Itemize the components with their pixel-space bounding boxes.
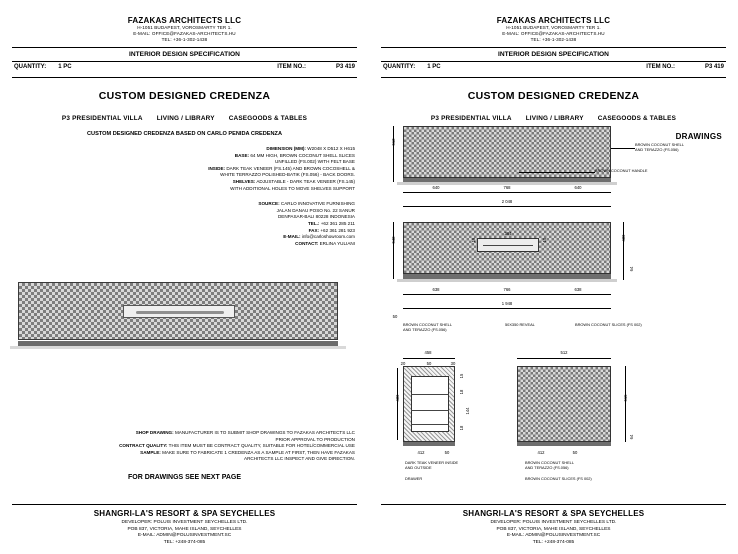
section-bottom-dim-0: 412 bbox=[417, 450, 425, 455]
front-elev-callout-1 bbox=[635, 142, 684, 152]
spec-value-0: W2048 X D512 X H615 bbox=[305, 146, 355, 151]
note-label-0: SHOP DRAWING: bbox=[135, 430, 174, 435]
quantity-row-right bbox=[381, 62, 726, 73]
second-elev-dim-1: 638 bbox=[432, 287, 440, 292]
company-email-right: E-MAIL: OFFICE@FAZAKAS-ARCHITECTS.HU bbox=[502, 31, 605, 36]
spec-value-4: WHITE TERRAZZO POLISHED-BATIK (FS.056) - BACK DOORS. bbox=[220, 172, 355, 178]
side-elevation-panel bbox=[517, 366, 611, 442]
next-page-notice: FOR DRAWINGS SEE NEXT PAGE bbox=[127, 473, 242, 481]
spec-band-title-right: INTERIOR DESIGN SPECIFICATION bbox=[498, 51, 609, 58]
footer-line-1-right: POB 837, VICTORIA, MAHE ISLAND, SEYCHELLES bbox=[496, 526, 611, 532]
page-title-left: CUSTOM DESIGNED CREDENZA bbox=[98, 90, 271, 102]
second-elev-callout-1 bbox=[403, 322, 452, 332]
footer-line-0-right: DEVELOPER: POLUIS INVESTMENT SEYCHELLES LTD. bbox=[490, 520, 617, 526]
company-name-left: FAZAKAS ARCHITECTS LLC bbox=[127, 16, 242, 25]
source-label-3: TEL.: bbox=[307, 220, 320, 226]
footer-line-3-right: TEL: +248-374-085 bbox=[532, 539, 575, 545]
footer-left bbox=[12, 504, 357, 546]
note-value-1: PRIOR APPROVAL TO PRODUCTION bbox=[275, 436, 355, 442]
section-dim-0: 20 bbox=[400, 361, 406, 366]
second-elev-total-dimline bbox=[403, 308, 611, 309]
section-callout-1-line2: AND OUTSIDE bbox=[405, 465, 432, 470]
note-value-4: ARCHITECTS LLC INSPECT AND GIVE DIRECTION. bbox=[244, 456, 355, 462]
item-label-left: ITEM NO.: bbox=[277, 64, 306, 70]
footer-divider-right bbox=[381, 504, 726, 505]
side-elev-height: 615 bbox=[623, 394, 628, 402]
section-height-value: 480 bbox=[395, 394, 400, 402]
item-value-right: P3 419 bbox=[704, 64, 724, 70]
side-elev-width: 512 bbox=[560, 350, 568, 355]
side-elev-callout-2: BROWN COCONUT SLICES (FS 002) bbox=[525, 476, 592, 481]
front-elev-callout-2: BROWN COCONUT HANDLE bbox=[595, 168, 648, 173]
company-tel-left: TEL: +36-1-302-1438 bbox=[161, 37, 208, 42]
section-callout-1 bbox=[405, 460, 458, 470]
footer-right bbox=[381, 504, 726, 546]
company-tel-right: TEL: +36-1-302-1438 bbox=[530, 37, 577, 42]
spec-label-1: BASE: bbox=[234, 152, 250, 158]
front-elev-total-dimline bbox=[403, 206, 611, 207]
second-elev-right-value-b: 64 bbox=[629, 266, 634, 272]
second-elev-dim-line-1 bbox=[403, 294, 469, 295]
footer-title-right: SHANGRI-LA'S RESORT & SPA SEYCHELLES bbox=[462, 509, 645, 519]
source-value-2: DENPASAR-BALI 80228 INDONESIA bbox=[277, 214, 355, 220]
second-elev-right-dimline-b bbox=[623, 270, 624, 280]
spec-value-2: UNFILLED (FS.002) WITH FELT BASE bbox=[275, 159, 355, 165]
quantity-value-right: 1 PC bbox=[427, 64, 441, 70]
side-elevation-base bbox=[517, 442, 611, 446]
notes-block bbox=[14, 430, 355, 482]
second-elev-total-dim: 1 948 bbox=[501, 301, 513, 306]
drawings-area bbox=[379, 118, 728, 488]
side-elev-top-dimline bbox=[517, 358, 611, 359]
front-elev-dim-1: 640 bbox=[432, 185, 440, 190]
source-block bbox=[12, 201, 357, 247]
spec-band-title-left: INTERIOR DESIGN SPECIFICATION bbox=[129, 51, 240, 58]
second-elev-callout-1-line2: AND TERAZZO (FS.056) bbox=[403, 327, 447, 332]
quantity-divider-left bbox=[12, 77, 357, 78]
note-value-2: THIS ITEM MUST BE CONTRACT QUALITY, SUITABLE FOR HOTEL/COMMERCIAL USE bbox=[167, 443, 355, 449]
side-elev-callout-1-line1: BROWN COCONUT SHELL bbox=[525, 460, 574, 465]
second-elev-right-value-a: 480 bbox=[621, 234, 626, 242]
specification-list bbox=[12, 146, 357, 192]
front-elev-dim-3: 640 bbox=[574, 185, 582, 190]
footer-line-3-left: TEL: +248-374-085 bbox=[163, 539, 206, 545]
project-category-left: CASEGOODS & TABLES bbox=[228, 115, 308, 122]
footer-line-0-left: DEVELOPER: POLUIS INVESTMENT SEYCHELLES LTD. bbox=[121, 520, 248, 526]
front-elev-dim-line-1 bbox=[403, 192, 469, 193]
company-email-left: E-MAIL: OFFICE@FAZAKAS-ARCHITECTS.HU bbox=[133, 31, 236, 36]
note-label-2: CONTRACT QUALITY: bbox=[119, 443, 168, 449]
front-elev-callout-1-line1: BROWN COCONUT SHELL bbox=[635, 142, 684, 147]
footer-line-2-right: E-MAIL: ADMIN@POLUSINVESTMENT.SC bbox=[506, 533, 601, 539]
second-elev-small-dim-1: 15 bbox=[542, 237, 547, 243]
spec-label-5: SHELVES: bbox=[232, 178, 256, 184]
side-elev-callout-1 bbox=[525, 460, 574, 470]
side-elev-base: 64 bbox=[629, 434, 634, 440]
project-name-right: P3 PRESIDENTIAL VILLA bbox=[430, 115, 512, 122]
drawings-heading: DRAWINGS bbox=[675, 132, 722, 141]
front-elev-total-dim: 2 048 bbox=[501, 199, 513, 204]
section-top-dimline bbox=[403, 358, 455, 359]
section-drawer-line bbox=[411, 424, 449, 425]
company-name-right: FAZAKAS ARCHITECTS LLC bbox=[496, 16, 611, 25]
section-shelf-1 bbox=[411, 394, 449, 395]
section-dim-2: 30 bbox=[450, 361, 456, 366]
front-elev-callout-1-line2: AND TERAZZO (FS.056) bbox=[635, 147, 679, 152]
source-value-4: +62 361 281 923 bbox=[319, 227, 355, 233]
front-elev-callout-leader-2 bbox=[519, 172, 595, 173]
second-elev-height-value: 548 bbox=[391, 236, 396, 244]
source-label-4: FAX: bbox=[308, 227, 320, 233]
source-value-6: ERLINA YULIANI bbox=[318, 240, 355, 246]
company-address-left: H-1051 BUDAPEST, VOROSMARTY TER 1. bbox=[137, 25, 232, 30]
second-elevation-shadow bbox=[397, 279, 617, 282]
front-elev-dim-line-2 bbox=[469, 192, 545, 193]
source-value-0: CARLO INNOVATIVE FURNISHING bbox=[279, 201, 355, 207]
credenza-elevation-illustration bbox=[18, 282, 338, 354]
project-location-right: LIVING / LIBRARY bbox=[525, 115, 584, 122]
section-mark-1: 18 bbox=[459, 389, 464, 395]
item-value-left: P3 419 bbox=[335, 64, 355, 70]
second-elev-center-dim: 384 bbox=[504, 231, 512, 236]
front-elevation-panel bbox=[403, 126, 611, 178]
section-dim-1: 50 bbox=[426, 361, 432, 366]
footer-divider-left bbox=[12, 504, 357, 505]
section-base-band bbox=[403, 442, 455, 446]
right-page bbox=[369, 0, 738, 554]
item-label-right: ITEM NO.: bbox=[646, 64, 675, 70]
quantity-label-left: QUANTITY: bbox=[14, 64, 47, 70]
second-elev-dim-line-2 bbox=[469, 294, 545, 295]
second-elev-small-dim-0: 15 bbox=[471, 237, 476, 243]
footer-title-left: SHANGRI-LA'S RESORT & SPA SEYCHELLES bbox=[93, 509, 276, 519]
source-value-3: +62 361 285 211 bbox=[319, 220, 355, 226]
section-callout-1-line1: DARK TEAK VENEER INSIDE bbox=[405, 460, 459, 465]
second-elev-callout-1-line1: BROWN COCONUT SHELL bbox=[403, 322, 452, 327]
section-shelf-2 bbox=[411, 410, 449, 411]
second-elev-callout-2: 50X350 REVEAL bbox=[505, 322, 535, 327]
spec-value-6: WITH ADDITIONAL HOLES TO MOVE SHELVES SUPPORT bbox=[230, 185, 355, 191]
second-elev-dim-line-3 bbox=[545, 294, 611, 295]
project-location-left: LIVING / LIBRARY bbox=[156, 115, 215, 122]
spec-label-0: DIMENSION (MM): bbox=[266, 146, 306, 151]
spec-value-3: DARK TEAK VENEER (FS.145) AND BROWN COCOSHELL & bbox=[225, 165, 355, 171]
second-elev-base-dim: 50 bbox=[392, 314, 398, 319]
note-value-3: MAKE SURE TO FABRICATE 1 CREDENZA AS A SAMPLE AT FIRST, THEN HAVE FAZAKAS bbox=[160, 449, 355, 455]
reveal-detail-line bbox=[483, 245, 533, 246]
front-elev-dim-2: 768 bbox=[503, 185, 511, 190]
section-mark-3: 18 bbox=[459, 425, 464, 431]
section-total-width: 458 bbox=[424, 350, 432, 355]
quantity-value-left: 1 PC bbox=[58, 64, 72, 70]
project-name-left: P3 PRESIDENTIAL VILLA bbox=[61, 115, 143, 122]
second-elev-dim-2: 766 bbox=[503, 287, 511, 292]
source-label-5: E-MAIL: bbox=[283, 234, 301, 240]
spec-value-5: ADJUSTABLE - DARK TEAK VENEER (FS.145) bbox=[255, 178, 355, 184]
credenza-shadow bbox=[10, 346, 346, 349]
quantity-label-right: QUANTITY: bbox=[383, 64, 416, 70]
project-category-right: CASEGOODS & TABLES bbox=[597, 115, 677, 122]
project-subtitle-left bbox=[12, 115, 357, 122]
side-elev-callout-1-line2: AND TERAZZO (FS.056) bbox=[525, 465, 569, 470]
source-label-0: SOURCE: bbox=[258, 201, 280, 207]
side-elev-bottom-dim-0: 412 bbox=[537, 450, 545, 455]
front-elev-height-value: 512 bbox=[391, 138, 396, 146]
based-on-text: CUSTOM DESIGNED CREDENZA BASED ON CARLO PENIDA CREDENZA bbox=[87, 131, 282, 137]
footer-line-2-left: E-MAIL: ADMIN@POLUSINVESTMENT.SC bbox=[137, 533, 232, 539]
section-bottom-dim-1: 50 bbox=[444, 450, 450, 455]
company-address-right: H-1051 BUDAPEST, VOROSMARTY TER 1. bbox=[506, 25, 601, 30]
front-elev-dim-line-3 bbox=[545, 192, 611, 193]
source-label-6: CONTACT: bbox=[295, 240, 319, 246]
page-title-right: CUSTOM DESIGNED CREDENZA bbox=[467, 90, 640, 102]
source-value-1: JALAN DANAU POSO No. 22 SANUR bbox=[276, 207, 355, 213]
section-mark-2: 144 bbox=[465, 407, 470, 415]
second-elev-callout-3: BROWN COCONUT SLICES (FS 002) bbox=[575, 322, 642, 327]
front-elev-callout-leader-1 bbox=[611, 148, 635, 149]
source-email[interactable]: info@carloshowroom.com bbox=[300, 234, 355, 240]
quantity-divider-right bbox=[381, 77, 726, 78]
credenza-body bbox=[18, 282, 338, 340]
spec-label-3: INSIDE: bbox=[208, 165, 226, 171]
second-elev-dim-3: 638 bbox=[574, 287, 582, 292]
footer-line-1-left: POB 837, VICTORIA, MAHE ISLAND, SEYCHELLES bbox=[127, 526, 242, 532]
note-value-0: MANUFACTURER IS TO SUBMIT SHOP DRAWINGS TO FAZAKAS ARCHITECTS LLC bbox=[173, 430, 355, 435]
spec-value-1: 64 MM HIGH, BROWN COCONUT SHELL SLICES bbox=[249, 152, 355, 158]
section-mark-0: 15 bbox=[459, 373, 464, 379]
section-callout-2: DRAWER bbox=[405, 476, 423, 481]
quantity-row-left bbox=[12, 62, 357, 73]
side-elev-bottom-dim-1: 50 bbox=[572, 450, 578, 455]
note-label-3: SAMPLE: bbox=[140, 449, 161, 455]
credenza-handle bbox=[123, 305, 235, 318]
